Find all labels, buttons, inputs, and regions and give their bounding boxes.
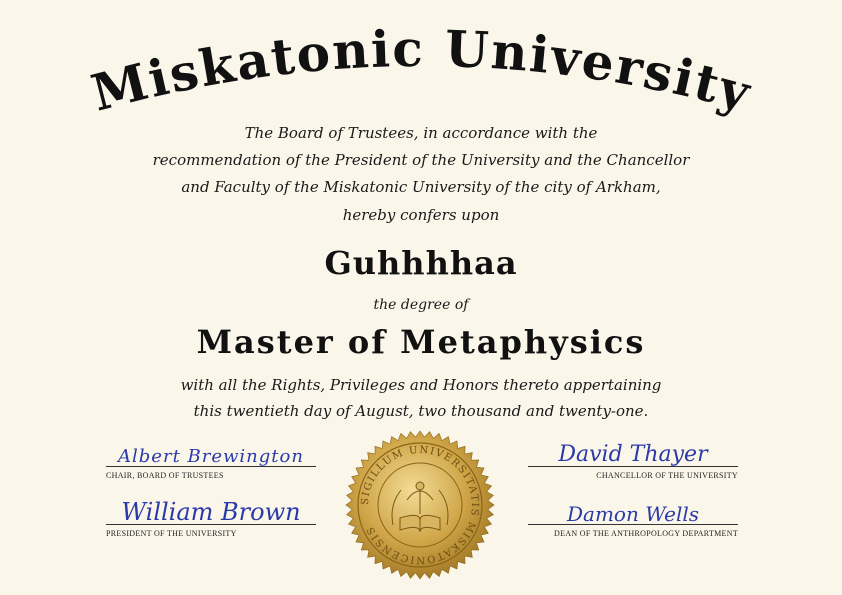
preamble-line-1: The Board of Trustees, in accordance with the [244,124,598,142]
signature-block-president [106,494,316,539]
signature-line [106,466,316,467]
signature-block-chancellor [528,440,738,485]
svg-text:Miskatonic University [86,19,758,123]
caption-dean: DEAN OF THE ANTHROPOLOGY DEPARTMENT [554,529,738,538]
signature-line [106,524,316,525]
university-seal [345,430,495,580]
signature-president: William Brown [121,498,301,526]
signature-line [528,466,738,467]
signature-dean: Damon Wells [566,502,700,526]
degree-intro: the degree of [373,297,469,313]
closing-line-2: this twentieth day of August, two thousand and twenty-one. [193,402,649,420]
preamble-line-4: hereby confers upon [342,206,500,224]
institution-title [0,0,842,170]
closing-line-1: with all the Rights, Privileges and Honors thereto appertaining [180,376,662,394]
institution-name: Miskatonic University [85,18,758,123]
degree-title: Master of Metaphysics [196,323,646,361]
signature-chancellor: David Thayer [558,442,708,467]
seal-legend: SIGILLUM UNIVERSITATIS MISKATONICENSIS [359,444,481,566]
signature-chair: Albert Brewington [118,446,304,467]
signature-line [528,524,738,525]
signature-block-chair [106,440,316,485]
preamble-line-3: and Faculty of the Miskatonic University of the city of Arkham, [181,178,661,196]
recipient-name: Guhhhhaa [324,244,518,282]
signature-block-dean [528,494,738,539]
caption-chair: CHAIR, BOARD OF TRUSTEES [106,471,224,480]
caption-president: PRESIDENT OF THE UNIVERSITY [106,529,237,538]
caption-chancellor: CHANCELLOR OF THE UNIVERSITY [596,471,738,480]
preamble-line-2: recommendation of the President of the University and the Chancellor [152,151,690,169]
